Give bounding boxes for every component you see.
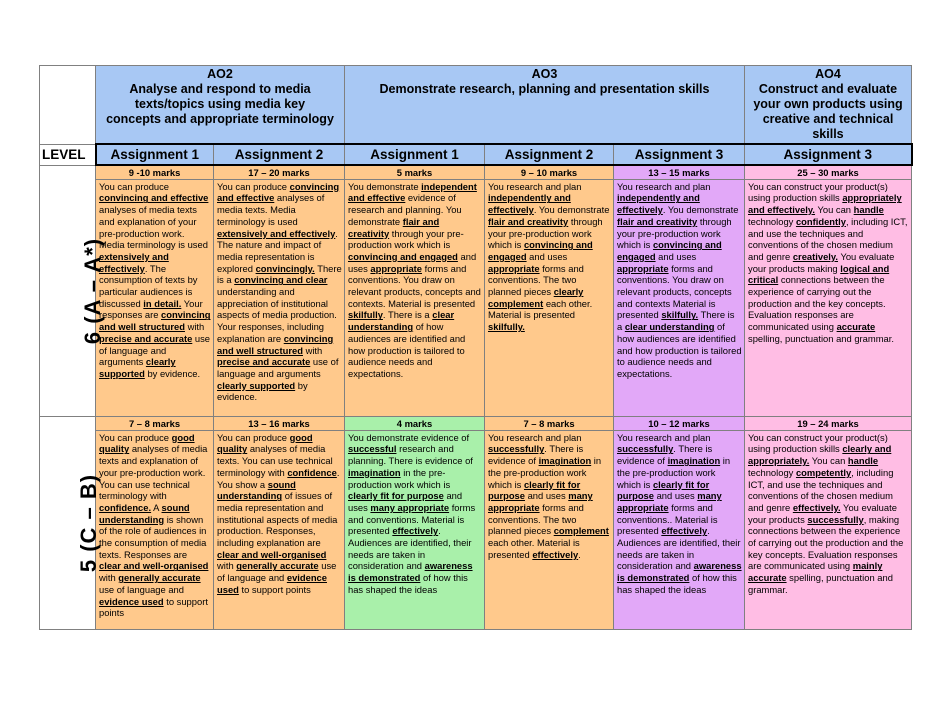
descriptor-cell	[214, 165, 345, 417]
descriptor-cell	[614, 165, 745, 417]
band-label-cell	[40, 165, 106, 417]
marks-range: 7 – 8 marks	[485, 417, 613, 431]
marks-range: 13 – 15 marks	[614, 166, 744, 180]
marks-range: 25 – 30 marks	[745, 166, 911, 180]
ao3-header-text: AO3 Demonstrate research, planning and presentation skills	[379, 67, 710, 96]
descriptor-cell	[614, 417, 745, 630]
descriptor-text: You can construct your product(s) using production skills clearly and appropriately. You can handle technology competently, including ICT, and use the techniques and conventions of the chosen medium and genre effectively. You evaluate your products successfully, making connections between the experience of carrying out the production and the key concepts. Evaluation responses are communicated using mainly accurate spelling, punctuation and grammar.	[748, 431, 904, 595]
descriptor-cell	[485, 417, 614, 630]
band-row-6	[40, 165, 912, 417]
ao4-header-text: AO4 Construct and evaluate your own products using creative and technical skills	[753, 67, 903, 141]
descriptor-text: You research and plan successfully. There is evidence of imagination in the pre-production work which is clearly fit for purpose and uses many appropriate forms and conventions.. Material is presented effectively. Audiences are identified, their needs are taken in consideration and awareness is demonstrated of how this has shaped the ideas	[617, 431, 742, 595]
ao3-assignment-2: Assignment 2	[485, 144, 614, 165]
marks-range: 10 – 12 marks	[614, 417, 744, 431]
ao3-assignment-1: Assignment 1	[345, 144, 485, 165]
descriptor-cell	[345, 417, 485, 630]
band-row-5	[40, 417, 912, 630]
descriptor-text: You can produce convincing and effective analyses of media texts and explanation of your pre-production work. Media terminology is used extensively and effectively. The consumption of texts by particular audiences is discussed in detail. Your responses are convincing and well structured with precise and accurate use of language and arguments clearly supported by evidence.	[99, 180, 211, 379]
descriptor-text: You research and plan independently and effectively. You demonstrate flair and creativity through your pre-production work which is convincing and engaged and uses appropriate forms and conventions. The two planned pieces clearly complement each other. Material is presented skilfully.	[488, 180, 610, 333]
corner-cell	[40, 66, 96, 145]
ao2-assignment-1: Assignment 1	[96, 144, 214, 165]
descriptor-text: You demonstrate independent and effective evidence of research and planning. You demonstrate flair and creativity through your pre-production work which is convincing and engaged and uses appropriate forms and conventions. You draw on relevant products, concepts and contexts. Material is presented skilfully. There is a clear understanding of how audiences are identified and how production is tailored to audience needs and expectations.	[348, 180, 481, 379]
marks-range: 19 – 24 marks	[745, 417, 911, 431]
marks-range: 17 – 20 marks	[214, 166, 344, 180]
descriptor-cell	[745, 165, 912, 417]
level-heading: LEVEL	[40, 144, 96, 165]
ao4-assignment-3: Assignment 3	[745, 144, 912, 165]
descriptor-text: You research and plan successfully. There is evidence of imagination in the pre-production work which is clearly fit for purpose and uses many appropriate forms and conventions. The two planned pieces complement each other. Material is presented effectively.	[488, 431, 609, 560]
rubric-sheet	[39, 65, 911, 630]
descriptor-text: You research and plan independently and effectively. You demonstrate flair and creativity through your pre-production work which is convincing and engaged and uses appropriate forms and conventions. You draw on relevant products, concepts and contexts Material is presented skilfully. There is a clear understanding of how audiences are identified and how production is tailored to audience needs and expectations.	[617, 180, 742, 379]
descriptor-cell	[485, 165, 614, 417]
descriptor-cell	[214, 417, 345, 630]
ao3-header	[345, 66, 745, 145]
descriptor-cell	[345, 165, 485, 417]
ao4-header	[745, 66, 912, 145]
ao3-assignment-3: Assignment 3	[614, 144, 745, 165]
marks-range: 7 – 8 marks	[96, 417, 213, 431]
ao2-header	[96, 66, 345, 145]
rubric-table	[39, 65, 913, 630]
marks-range: 4 marks	[345, 417, 484, 431]
band-label: 6 (A – A*)	[80, 237, 106, 344]
descriptor-cell	[745, 417, 912, 630]
marks-range: 9 -10 marks	[96, 166, 213, 180]
marks-range: 9 – 10 marks	[485, 166, 613, 180]
descriptor-text: You can produce good quality analyses of media texts. You can use technical terminology with confidence. You show a sound understanding of issues of media representation and institutional aspects of media production. Responses, including explanation are clear and well-organised with generally accurate use of language and evidence used to support points	[217, 431, 340, 595]
ao2-header-text: AO2 Analyse and respond to media texts/topics using media key concepts and appropriate terminology	[106, 67, 334, 126]
marks-range: 13 – 16 marks	[214, 417, 344, 431]
descriptor-text: You can produce convincing and effective analyses of media texts. Media terminology is used extensively and effectively. The nature and impact of media representation is explored convincingly. There is a convincing and clear understanding and appreciation of institutional aspects of media production. Your responses, including explanation are convincing and well structured with precise and accurate use of language and arguments clearly supported by evidence.	[217, 180, 342, 403]
descriptor-cell	[96, 165, 214, 417]
descriptor-text: You demonstrate evidence of successful research and planning. There is evidence of imagination in the pre-production work which is clearly fit for purpose and uses many appropriate forms and conventions. Material is presented effectively. Audiences are identified, their needs are taken in consideration and awareness is demonstrated of how this has shaped the ideas	[348, 431, 476, 595]
ao2-assignment-2: Assignment 2	[214, 144, 345, 165]
descriptor-text: You can construct your product(s) using production skills appropriately and effectively. You can handle technology confidently, including ICT, and use the techniques and conventions of the chosen medium and genre creatively. You evaluate your products making logical and critical connections between the experience of carrying out the production and the key concepts. Evaluation responses are communicated using accurate spelling, punctuation and grammar.	[748, 180, 908, 344]
descriptor-text: You can produce good quality analyses of media texts and explanation of your pre-production work. You can use technical terminology with confidence. A sound understanding is shown of the role of audiences in the consumption of media texts. Responses are clear and well-organised with generally accurate use of language and evidence used to support points	[99, 431, 209, 619]
band-label-cell	[40, 417, 102, 630]
marks-range: 5 marks	[345, 166, 484, 180]
band-label: 5 (C – B)	[76, 473, 102, 573]
descriptor-cell	[96, 417, 214, 630]
